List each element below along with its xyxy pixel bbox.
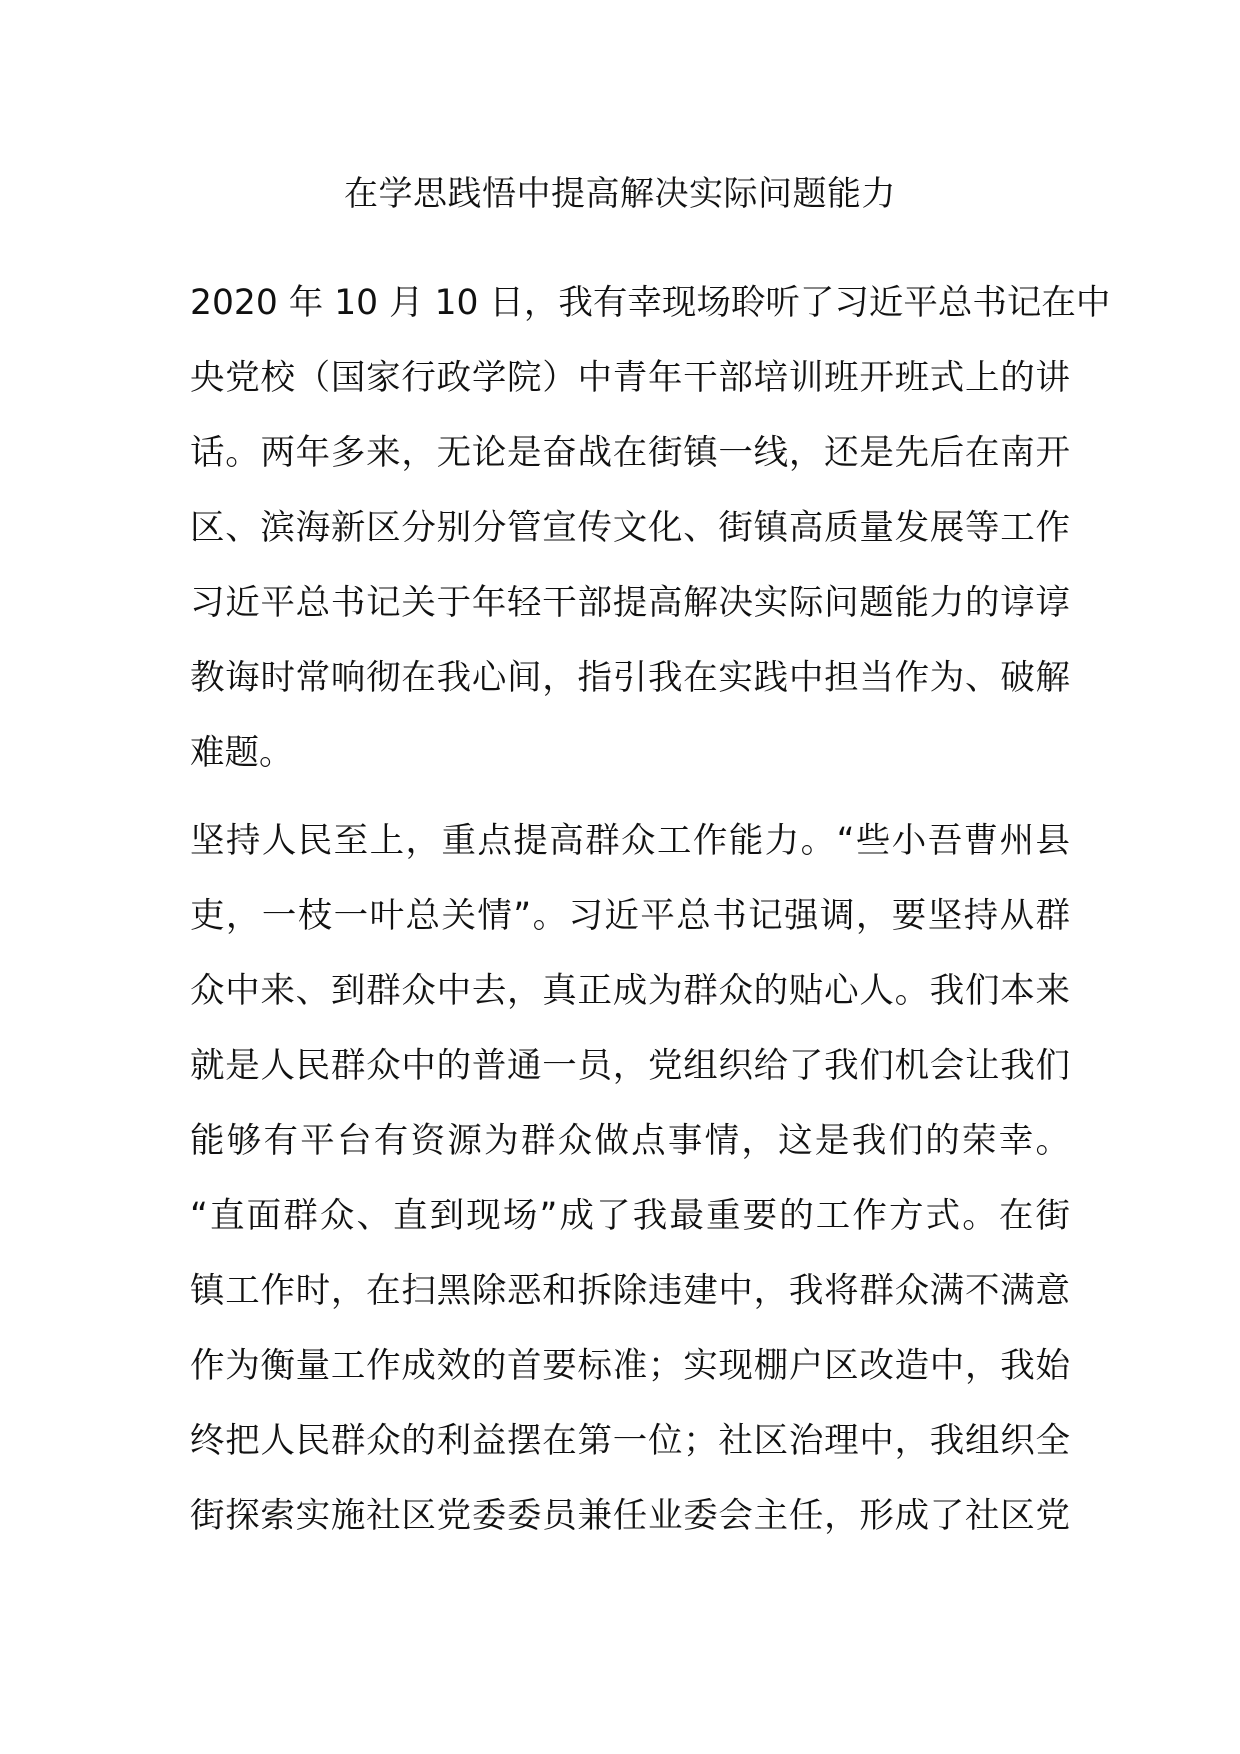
paragraph-1 <box>190 266 1111 791</box>
text-line: 就是人民群众中的普通一员，党组织给了我们机会让我们 <box>190 1046 1070 1086</box>
text-line: 难题。 <box>190 733 294 773</box>
text-line: 吏，一枝一叶总关情”。习近平总书记强调，要坚持从群 <box>190 896 1070 936</box>
text-line: “直面群众、直到现场”成了我最重要的工作方式。在街 <box>190 1196 1070 1236</box>
text-line: 众中来、到群众中去，真正成为群众的贴心人。我们本来 <box>190 971 1070 1011</box>
text-line: 终把人民群众的利益摆在第一位；社区治理中，我组织全 <box>190 1421 1070 1461</box>
text-line: 镇工作时，在扫黑除恶和拆除违建中，我将群众满不满意 <box>190 1271 1070 1311</box>
text-line: 能够有平台有资源为群众做点事情，这是我们的荣幸。 <box>190 1121 1070 1161</box>
paragraph-2 <box>190 804 1070 1554</box>
text-line: 2020 年 10 月 10 日，我有幸现场聆听了习近平总书记在中 <box>190 283 1111 323</box>
text-line: 坚持人民至上，重点提高群众工作能力。“些小吾曹州县 <box>190 821 1070 861</box>
document-title: 在学思践悟中提高解决实际问题能力 <box>344 174 896 214</box>
text-line: 教诲时常响彻在我心间，指引我在实践中担当作为、破解 <box>190 658 1070 698</box>
text-line: 街探索实施社区党委委员兼任业委会主任，形成了社区党 <box>190 1496 1070 1536</box>
text-line: 央党校（国家行政学院）中青年干部培训班开班式上的讲 <box>190 358 1070 398</box>
text-line: 区、滨海新区分别分管宣传文化、街镇高质量发展等工作 <box>190 508 1070 548</box>
text-line: 话。两年多来，无论是奋战在街镇一线，还是先后在南开 <box>190 433 1070 473</box>
text-line: 习近平总书记关于年轻干部提高解决实际问题能力的谆谆 <box>190 583 1070 623</box>
text-line: 作为衡量工作成效的首要标准；实现棚户区改造中，我始 <box>190 1346 1070 1386</box>
